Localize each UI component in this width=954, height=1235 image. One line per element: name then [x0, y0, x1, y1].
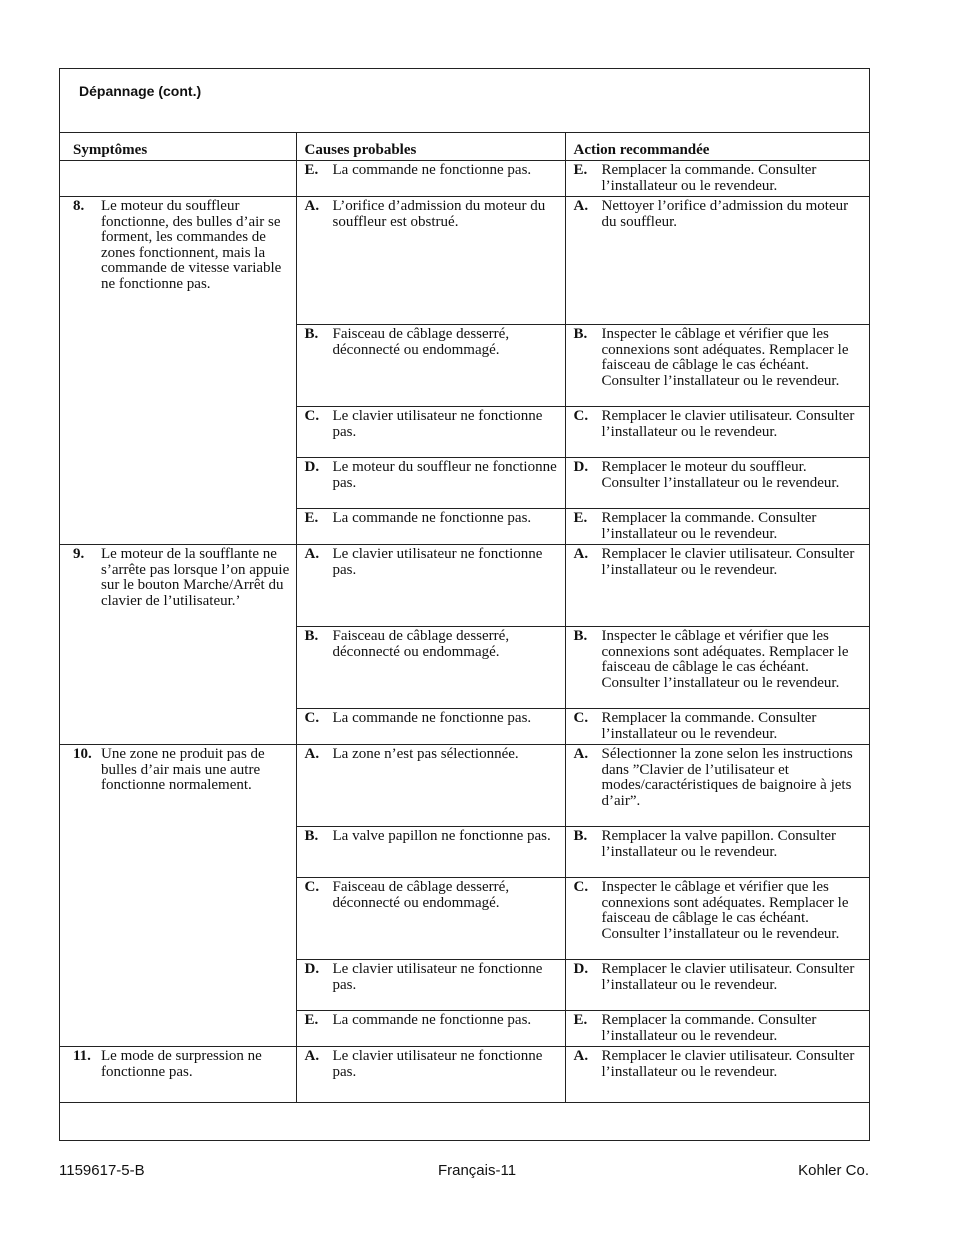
cause-label: C.	[304, 710, 320, 726]
action-item	[566, 407, 870, 440]
action-text: Inspecter le câblage et vérifier que les connexions sont adéquates. Remplacer le faisceau de câblage le cas échéant. Consulter l’installateur ou le revendeur.	[601, 628, 849, 691]
cause-text: La commande ne fonctionne pas.	[332, 1012, 532, 1028]
action-cell	[565, 1011, 869, 1047]
cause-text: La zone n’est pas sélectionnée.	[332, 746, 519, 762]
cause-text: La valve papillon ne fonctionne pas.	[332, 828, 551, 844]
header-symptoms: Symptômes	[60, 133, 296, 161]
cause-cell	[296, 878, 565, 960]
action-item	[566, 627, 870, 691]
symptom-label: 8.	[73, 198, 85, 214]
action-item	[566, 827, 870, 860]
cause-cell	[296, 1011, 565, 1047]
troubleshooting-table	[60, 132, 869, 1103]
action-cell	[565, 1047, 869, 1103]
footer-page-number: Français-11	[437, 1162, 517, 1179]
action-item	[566, 509, 870, 542]
cause-cell	[296, 161, 565, 197]
action-item	[566, 745, 870, 809]
cause-text: L’orifice d’admission du moteur du souffleur est obstrué.	[332, 198, 546, 230]
cause-label: A.	[304, 546, 320, 562]
cause-label: D.	[304, 459, 320, 475]
cause-text: Le clavier utilisateur ne fonctionne pas.	[332, 546, 543, 578]
action-item	[566, 1047, 870, 1080]
cause-item	[297, 745, 565, 763]
action-cell	[565, 709, 869, 745]
symptom-cell	[60, 197, 296, 545]
cause-item	[297, 545, 565, 578]
action-label: A.	[573, 1048, 589, 1064]
table-row	[60, 745, 869, 827]
action-cell	[565, 878, 869, 960]
symptom-item	[60, 1047, 296, 1080]
action-text: Inspecter le câblage et vérifier que les connexions sont adéquates. Remplacer le faisceau de câblage le cas échéant. Consulter l’installateur ou le revendeur.	[601, 879, 849, 942]
cause-text: Le moteur du souffleur ne fonctionne pas.	[332, 459, 557, 491]
table-row	[60, 161, 869, 197]
footer-company: Kohler Co.	[798, 1162, 869, 1179]
cause-label: D.	[304, 961, 320, 977]
symptom-text: Le moteur du souffleur fonctionne, des bulles d’air se forment, les commandes de zones fonctionnent, mais la commande de vitesse variable ne fonctionne pas.	[101, 198, 282, 292]
action-item	[566, 878, 870, 942]
action-text: Remplacer le clavier utilisateur. Consulter l’installateur ou le revendeur.	[601, 408, 855, 440]
cause-cell	[296, 827, 565, 878]
cause-label: A.	[304, 746, 320, 762]
action-item	[566, 325, 870, 389]
troubleshooting-frame	[59, 68, 870, 1141]
action-label: C.	[573, 408, 589, 424]
cause-label: A.	[304, 1048, 320, 1064]
action-cell	[565, 325, 869, 407]
cause-item	[297, 827, 565, 845]
footer-doc-number: 1159617-5-B	[59, 1162, 145, 1179]
symptom-label: 9.	[73, 546, 85, 562]
symptom-text: Le mode de surpression ne fonctionne pas.	[101, 1048, 262, 1080]
cause-cell	[296, 1047, 565, 1103]
action-text: Remplacer la commande. Consulter l’installateur ou le revendeur.	[601, 710, 817, 742]
cause-label: A.	[304, 198, 320, 214]
cause-text: Le clavier utilisateur ne fonctionne pas.	[332, 408, 543, 440]
cause-cell	[296, 745, 565, 827]
cause-item	[297, 325, 565, 358]
action-cell	[565, 407, 869, 458]
symptom-item	[60, 197, 296, 293]
action-cell	[565, 960, 869, 1011]
cause-cell	[296, 960, 565, 1011]
action-item	[566, 161, 870, 194]
cause-label: E.	[304, 510, 319, 526]
cause-item	[297, 458, 565, 491]
table-body	[60, 161, 869, 1103]
action-text: Remplacer le clavier utilisateur. Consulter l’installateur ou le revendeur.	[601, 961, 855, 993]
cause-item	[297, 878, 565, 911]
symptom-cell	[60, 161, 296, 197]
action-item	[566, 1011, 870, 1044]
cause-item	[297, 627, 565, 660]
cause-item	[297, 1047, 565, 1080]
cause-cell	[296, 709, 565, 745]
cause-item	[297, 407, 565, 440]
action-text: Remplacer le clavier utilisateur. Consulter l’installateur ou le revendeur.	[601, 1048, 855, 1080]
action-item	[566, 709, 870, 742]
cause-label: B.	[304, 628, 319, 644]
cause-item	[297, 709, 565, 727]
action-text: Remplacer la commande. Consulter l’installateur ou le revendeur.	[601, 510, 817, 542]
cause-item	[297, 1011, 565, 1029]
cause-text: La commande ne fonctionne pas.	[332, 162, 532, 178]
action-text: Sélectionner la zone selon les instructions dans ”Clavier de l’utilisateur et modes/caractéristiques de baignoire à jets d’air”.	[601, 746, 853, 809]
cause-label: B.	[304, 828, 319, 844]
action-label: A.	[573, 546, 589, 562]
symptom-cell	[60, 745, 296, 1047]
symptom-item	[60, 545, 296, 609]
action-text: Remplacer le clavier utilisateur. Consulter l’installateur ou le revendeur.	[601, 546, 855, 578]
action-label: E.	[573, 510, 588, 526]
cause-text: Le clavier utilisateur ne fonctionne pas.	[332, 961, 543, 993]
cause-cell	[296, 197, 565, 325]
symptom-label: 11.	[73, 1048, 91, 1064]
cause-text: La commande ne fonctionne pas.	[332, 510, 532, 526]
cause-item	[297, 509, 565, 527]
action-cell	[565, 627, 869, 709]
symptom-text: Une zone ne produit pas de bulles d’air mais une autre fonctionne normalement.	[101, 746, 265, 794]
cause-text: Le clavier utilisateur ne fonctionne pas.	[332, 1048, 543, 1080]
symptom-item	[60, 745, 296, 794]
action-label: B.	[573, 326, 588, 342]
cause-label: B.	[304, 326, 319, 342]
symptom-label: 10.	[73, 746, 92, 762]
action-item	[566, 960, 870, 993]
action-cell	[565, 509, 869, 545]
action-label: D.	[573, 459, 589, 475]
section-title: Dépannage (cont.)	[79, 83, 202, 99]
action-cell	[565, 545, 869, 627]
action-cell	[565, 458, 869, 509]
cause-label: C.	[304, 408, 320, 424]
action-label: A.	[573, 198, 589, 214]
cause-text: Faisceau de câblage desserré, déconnecté ou endommagé.	[332, 326, 510, 358]
action-label: E.	[573, 1012, 588, 1028]
cause-item	[297, 197, 565, 230]
action-label: C.	[573, 879, 589, 895]
table-row	[60, 1047, 869, 1103]
action-text: Inspecter le câblage et vérifier que les connexions sont adéquates. Remplacer le faisceau de câblage le cas échéant. Consulter l’installateur ou le revendeur.	[601, 326, 849, 389]
symptom-cell	[60, 545, 296, 745]
cause-label: C.	[304, 879, 320, 895]
cause-cell	[296, 627, 565, 709]
symptom-text: Le moteur de la soufflante ne s’arrête pas lorsque l’on appuie sur le bouton Marche/Arrêt du clavier de l’utilisateur.’	[101, 546, 290, 609]
action-cell	[565, 745, 869, 827]
cause-cell	[296, 509, 565, 545]
table-header-row	[60, 133, 869, 161]
action-item	[566, 458, 870, 491]
cause-cell	[296, 325, 565, 407]
action-label: E.	[573, 162, 588, 178]
action-text: Nettoyer l’orifice d’admission du moteur du souffleur.	[601, 198, 849, 230]
action-label: D.	[573, 961, 589, 977]
cause-text: Faisceau de câblage desserré, déconnecté ou endommagé.	[332, 879, 510, 911]
cause-item	[297, 960, 565, 993]
cause-label: E.	[304, 1012, 319, 1028]
header-actions: Action recommandée	[565, 133, 869, 161]
cause-item	[297, 161, 565, 179]
cause-text: Faisceau de câblage desserré, déconnecté ou endommagé.	[332, 628, 510, 660]
table-row	[60, 545, 869, 627]
action-label: B.	[573, 828, 588, 844]
action-text: Remplacer la commande. Consulter l’installateur ou le revendeur.	[601, 162, 817, 194]
action-item	[566, 545, 870, 578]
cause-cell	[296, 458, 565, 509]
action-cell	[565, 161, 869, 197]
cause-text: La commande ne fonctionne pas.	[332, 710, 532, 726]
action-text: Remplacer la commande. Consulter l’installateur ou le revendeur.	[601, 1012, 817, 1044]
action-label: B.	[573, 628, 588, 644]
cause-label: E.	[304, 162, 319, 178]
action-label: A.	[573, 746, 589, 762]
action-item	[566, 197, 870, 230]
cause-cell	[296, 407, 565, 458]
table-row	[60, 197, 869, 325]
cause-cell	[296, 545, 565, 627]
action-text: Remplacer la valve papillon. Consulter l’installateur ou le revendeur.	[601, 828, 837, 860]
action-label: C.	[573, 710, 589, 726]
symptom-cell	[60, 1047, 296, 1103]
header-causes: Causes probables	[296, 133, 565, 161]
action-cell	[565, 197, 869, 325]
action-text: Remplacer le moteur du souffleur. Consulter l’installateur ou le revendeur.	[601, 459, 840, 491]
action-cell	[565, 827, 869, 878]
